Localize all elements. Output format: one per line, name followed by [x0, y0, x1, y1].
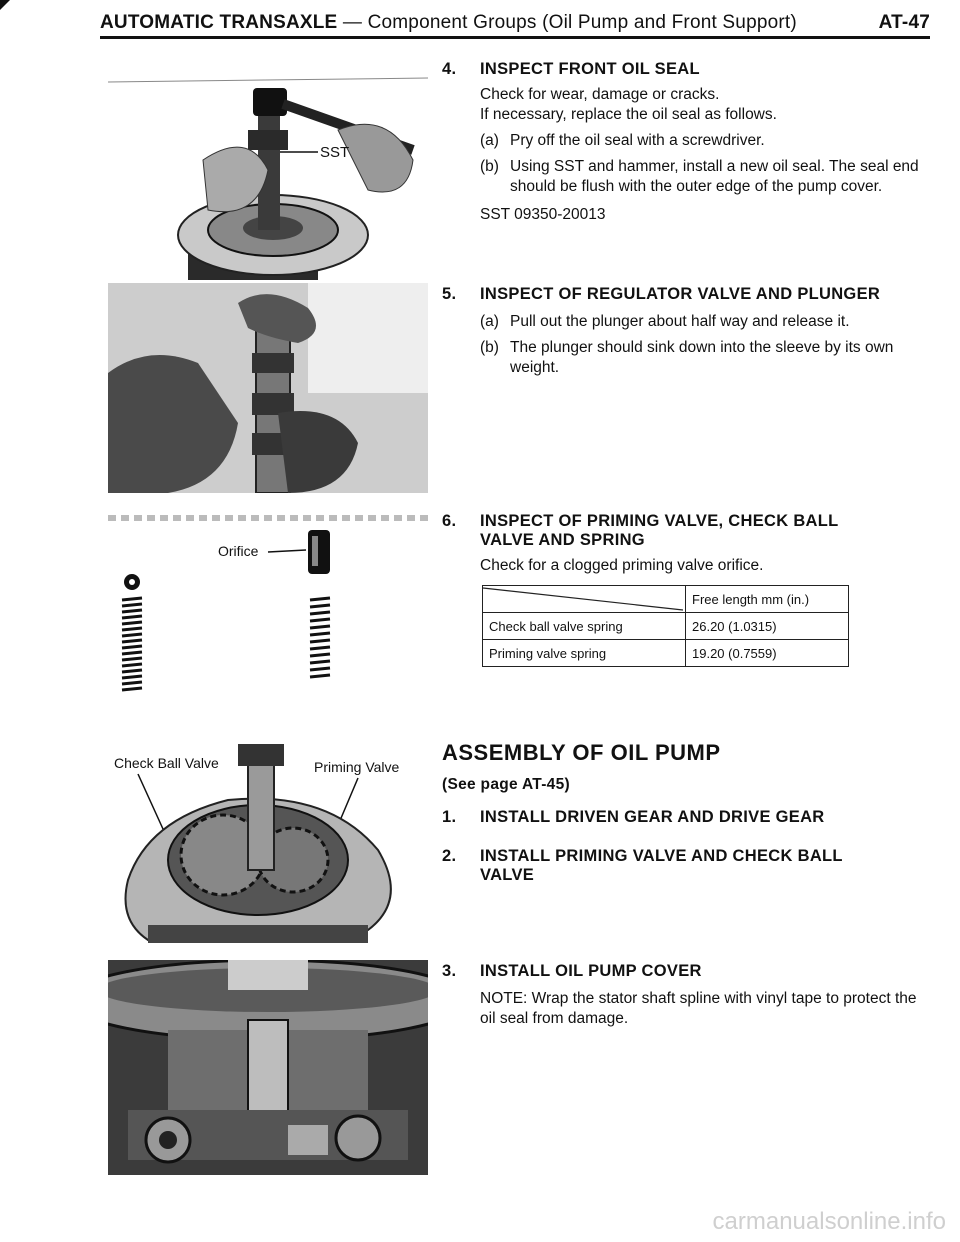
oil-seal-install-illustration	[108, 70, 428, 280]
sst-label: SST	[320, 144, 350, 161]
assembly-title: ASSEMBLY OF OIL PUMP	[442, 740, 721, 765]
sub-b-text: Using SST and hammer, install a new oil seal. The seal end should be flush with the outer edge of the pump cover.	[510, 158, 919, 195]
step-4-line-1: Check for wear, damage or cracks.	[480, 86, 720, 103]
header-title: AUTOMATIC TRANSAXLE	[100, 12, 338, 33]
step-5-heading	[442, 285, 932, 304]
sub-a-label: (a)	[480, 132, 499, 149]
watermark: carmanualsonline.info	[712, 1208, 946, 1235]
step-4-line-2: If necessary, replace the oil seal as follows.	[480, 106, 777, 123]
assembly-step-1-text: INSTALL DRIVEN GEAR AND DRIVE GEAR	[480, 808, 825, 826]
assembly-step-3-section	[442, 962, 932, 1029]
step-5-sub-a	[442, 312, 932, 332]
figure-oil-seal-install	[108, 70, 428, 280]
step-5-sub-b	[442, 338, 932, 378]
row-spring-value: 26.20 (1.0315)	[686, 613, 849, 640]
springs-illustration	[108, 500, 428, 700]
assembly-step-2	[442, 847, 932, 866]
priming-valve-label: Priming Valve	[314, 759, 400, 775]
assembly-see-page: (See page AT-45)	[442, 776, 570, 793]
step-4-title: INSPECT FRONT OIL SEAL	[480, 60, 700, 78]
step-6-title-1: INSPECT OF PRIMING VALVE, CHECK BALL	[480, 512, 839, 530]
pump-cover-illustration	[108, 960, 428, 1175]
figure-oil-pump-valves	[108, 730, 428, 945]
step-6-section	[442, 512, 932, 576]
row-spring-value: 19.20 (0.7559)	[686, 640, 849, 667]
assembly-section	[442, 740, 932, 885]
assembly-step-1-number: 1.	[442, 808, 457, 826]
assembly-step-3-number: 3.	[442, 962, 457, 980]
sub-a-label: (a)	[480, 313, 499, 330]
table-corner-cell	[483, 586, 686, 613]
spring-table	[482, 585, 849, 667]
step-4-sub-a	[442, 131, 932, 151]
step-6-title-2: VALVE AND SPRING	[480, 531, 645, 549]
figure-pump-cover	[108, 960, 428, 1175]
step-5-title: INSPECT OF REGULATOR VALVE AND PLUNGER	[480, 285, 881, 303]
header-subtitle: — Component Groups (Oil Pump and Front Support)	[337, 12, 797, 33]
page-number: AT-47	[878, 12, 930, 33]
sub-b-text: The plunger should sink down into the sleeve by its own weight.	[510, 339, 894, 376]
step-4-number: 4.	[442, 60, 457, 78]
step-5-section	[442, 285, 932, 378]
sub-a-text: Pull out the plunger about half way and release it.	[510, 313, 850, 330]
sub-b-label: (b)	[480, 339, 499, 356]
table-row	[483, 640, 849, 667]
page-corner-mark	[0, 0, 10, 10]
step-6-text: Check for a clogged priming valve orifice.	[480, 557, 764, 574]
oil-pump-valves-illustration	[108, 730, 428, 945]
figure-springs	[108, 500, 428, 700]
assembly-note: NOTE: Wrap the stator shaft spline with vinyl tape to protect the oil seal from damage.	[480, 990, 917, 1027]
row-spring-name: Check ball valve spring	[483, 613, 686, 640]
step-6-heading	[442, 512, 932, 531]
step-4-section	[442, 60, 932, 225]
row-spring-name: Priming valve spring	[483, 640, 686, 667]
assembly-step-2-number: 2.	[442, 847, 457, 865]
table-row	[483, 613, 849, 640]
assembly-step-1	[442, 808, 932, 827]
step-5-number: 5.	[442, 285, 457, 303]
table-header-cell: Free length mm (in.)	[686, 586, 849, 613]
regulator-valve-illustration	[108, 283, 428, 493]
check-ball-valve-label: Check Ball Valve	[114, 755, 219, 771]
orifice-label: Orifice	[218, 543, 259, 559]
assembly-step-2-text-1: INSTALL PRIMING VALVE AND CHECK BALL	[480, 847, 843, 865]
diagonal-line	[483, 586, 683, 612]
figure-regulator-valve	[108, 283, 428, 493]
step-4-heading	[442, 60, 932, 79]
sub-a-text: Pry off the oil seal with a screwdriver.	[510, 132, 765, 149]
assembly-step-3	[442, 962, 932, 981]
sst-number: SST 09350-20013	[480, 206, 606, 223]
header-rule	[100, 36, 930, 39]
assembly-step-3-text: INSTALL OIL PUMP COVER	[480, 962, 702, 980]
step-4-sub-b	[442, 157, 932, 197]
assembly-step-2-text-2: VALVE	[480, 866, 535, 884]
step-6-number: 6.	[442, 512, 457, 530]
sub-b-label: (b)	[480, 158, 499, 175]
